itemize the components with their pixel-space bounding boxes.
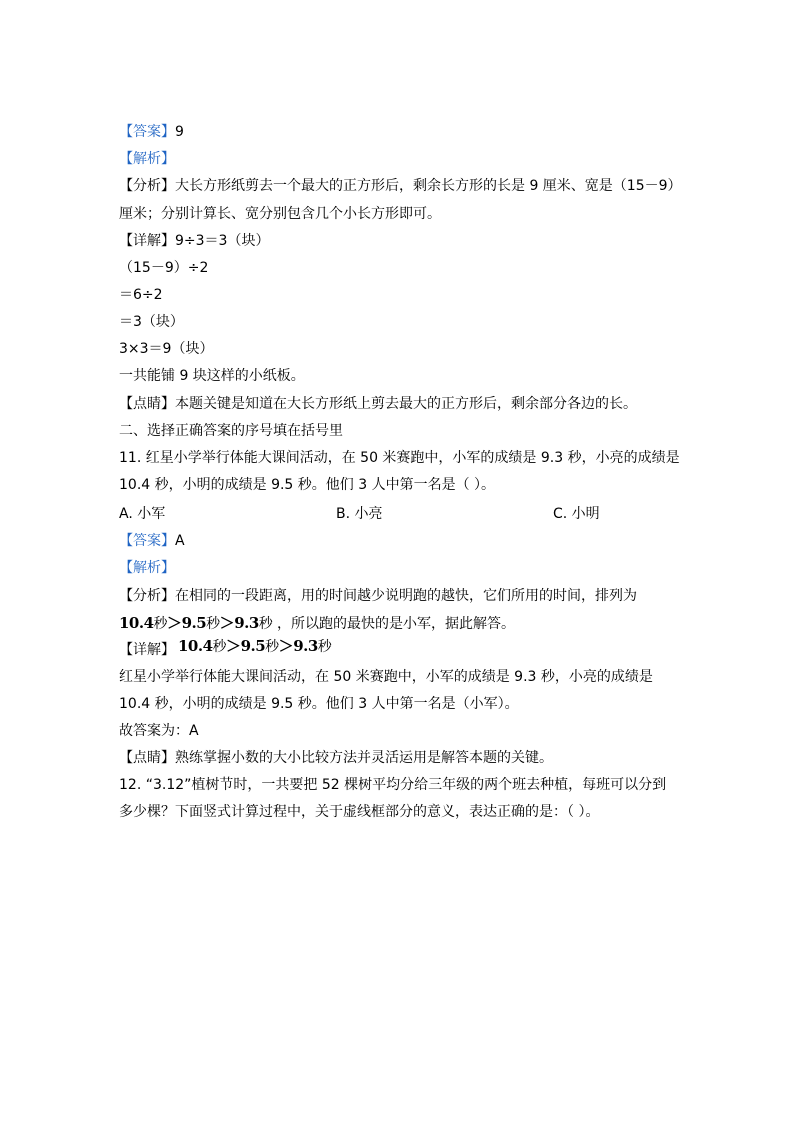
xiangjie-tag: 【详解】 (119, 233, 175, 249)
q11-fenxi-line2 (119, 614, 515, 633)
q12-stem-line2: 多少棵？下面竖式计算过程中，关于虚线框部分的意义，表达正确的是：（ ）。 (119, 804, 600, 820)
formula-unit: 秒 (206, 616, 220, 632)
formula-unit: 秒 (212, 639, 227, 655)
formula-unit: 秒 (153, 616, 168, 632)
q10-xiangjie-line2: （15－9）÷2 (119, 260, 209, 276)
formula-unit: 秒 (317, 639, 332, 655)
order-formula (178, 637, 331, 655)
dianjing-text: 本题关键是知道在大长方形纸上剪去最大的正方形后，剩余部分各边的长。 (175, 396, 637, 412)
q10-xiangjie-line6: 一共能铺 9 块这样的小纸板。 (119, 368, 305, 384)
formula-value-a: 10.4 (178, 637, 213, 655)
dianjing-tag: 【点睛】 (119, 396, 175, 412)
q11-option-b: B. 小亮 (336, 506, 383, 522)
q11-dianjing-line (119, 749, 553, 767)
q10-xiangjie-line1 (119, 232, 269, 250)
q10-fenxi-line1 (119, 177, 682, 195)
q11-conclusion: 故答案为：A (119, 723, 199, 739)
q11-xiangjie-tag: 【详解】 (119, 642, 175, 658)
fenxi-text: 在相同的一段距离，用的时间越少说明跑的越快，它们所用的时间，排列为 (175, 588, 637, 604)
formula-value-c: 9.3 (234, 614, 259, 632)
answer-value: 9 (175, 124, 184, 140)
q10-dianjing-line (119, 395, 637, 413)
q11-stem-line1: 11. 红星小学举行体能大课间活动，在 50 米赛跑中，小军的成绩是 9.3 秒，小亮的成绩是 (119, 450, 680, 466)
q11-option-c: C. 小明 (553, 506, 600, 522)
q11-xiangjie-line1: 红星小学举行体能大课间活动，在 50 米赛跑中，小军的成绩是 9.3 秒，小亮的成绩是 (119, 669, 653, 685)
q10-fenxi-line2: 厘米；分别计算长、宽分别包含几个小长方形即可。 (119, 206, 441, 222)
fenxi-text-tail: ，所以跑的最快的是小军，据此解答。 (277, 616, 516, 632)
section-title: 二、选择正确答案的序号填在括号里 (119, 423, 343, 439)
formula-value-a: 10.4 (119, 614, 154, 632)
formula-gt: ＞ (219, 614, 235, 632)
fenxi-text: 大长方形纸剪去一个最大的正方形后，剩余长方形的长是 9 厘米、宽是（15－9） (175, 178, 682, 194)
q11-answer-line (119, 532, 185, 550)
order-formula (119, 614, 277, 632)
formula-value-b: 9.5 (240, 637, 266, 655)
q11-fenxi-line1 (119, 587, 637, 605)
formula-value-b: 9.5 (181, 614, 207, 632)
q10-xiangjie-line4: ＝3（块） (119, 314, 184, 330)
q10-xiangjie-line3: ＝6÷2 (119, 287, 163, 303)
formula-gt: ＞ (167, 614, 182, 632)
answer-tag: 【答案】 (119, 124, 175, 140)
q12-stem-line1: 12. “3.12”植树节时，一共要把 52 棵树平均分给三年级的两个班去种植，每班可以分到 (119, 777, 667, 793)
q11-option-a: A. 小军 (119, 506, 166, 522)
dianjing-tag: 【点睛】 (119, 750, 175, 766)
analysis-title: 【解析】 (119, 151, 175, 167)
q11-xiangjie-formula (178, 637, 331, 656)
fenxi-tag: 【分析】 (119, 588, 175, 604)
q10-xiangjie-line5: 3×3＝9（块） (119, 341, 214, 357)
q10-answer-line (119, 123, 184, 141)
q11-xiangjie-line2: 10.4 秒，小明的成绩是 9.5 秒。他们 3 人中第一名是（小军）。 (119, 696, 519, 712)
formula-gt: ＞ (226, 637, 241, 655)
dianjing-text: 熟练掌握小数的大小比较方法并灵活运用是解答本题的关键。 (175, 750, 553, 766)
answer-value: A (175, 533, 185, 549)
q11-stem-line2: 10.4 秒，小明的成绩是 9.5 秒。他们 3 人中第一名是（ ）。 (119, 477, 496, 493)
q11-analysis-title: 【解析】 (119, 560, 175, 576)
xiangjie-text: 9÷3＝3（块） (175, 233, 270, 249)
formula-unit: 秒 (265, 639, 279, 655)
formula-unit: 秒 (258, 616, 273, 632)
formula-gt: ＞ (278, 637, 294, 655)
answer-tag: 【答案】 (119, 533, 175, 549)
fenxi-tag: 【分析】 (119, 178, 175, 194)
formula-value-c: 9.3 (293, 637, 318, 655)
